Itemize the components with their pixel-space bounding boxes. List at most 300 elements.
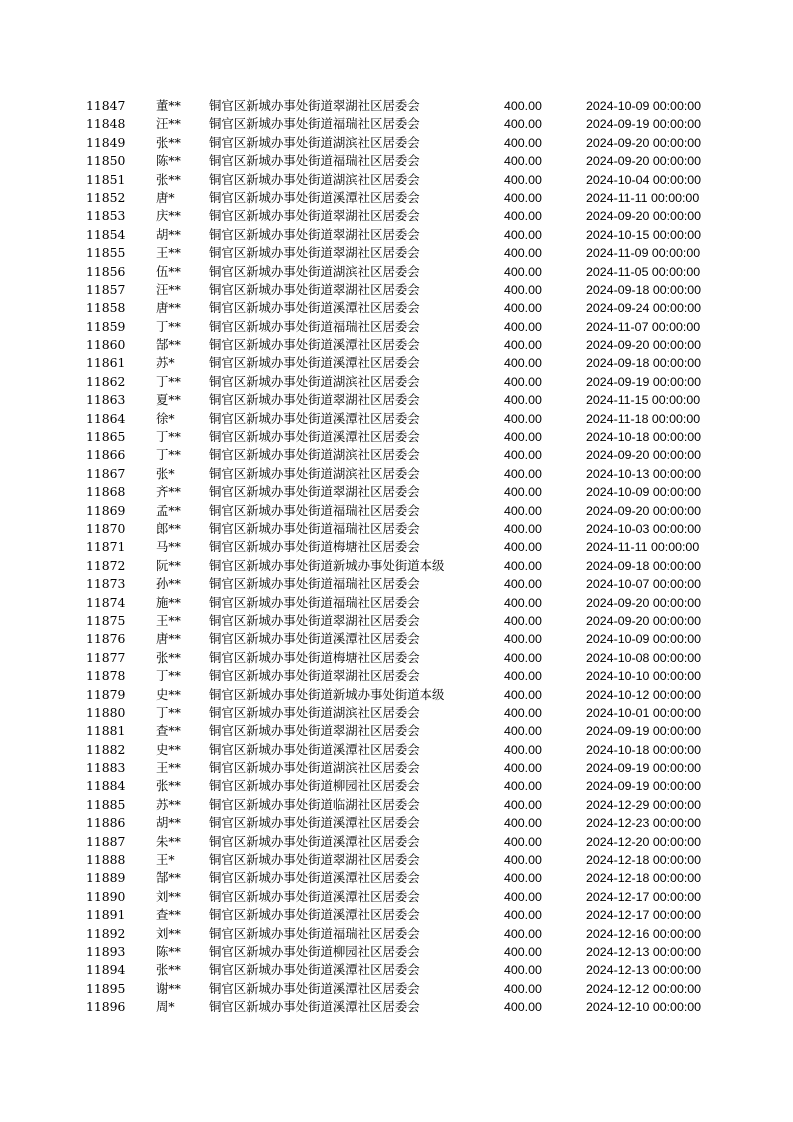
table-row	[0, 686, 793, 704]
person-name: 周*	[156, 999, 175, 1015]
row-id: 11861	[86, 355, 126, 371]
datetime: 2024-09-19 00:00:00	[586, 724, 702, 739]
datetime: 2024-10-04 00:00:00	[586, 172, 702, 187]
organization: 铜官区新城办事处街道翠湖社区居委会	[209, 226, 420, 242]
organization: 铜官区新城办事处街道福瑞社区居委会	[209, 153, 420, 169]
datetime: 2024-12-17 00:00:00	[586, 889, 702, 904]
row-id: 11856	[86, 263, 126, 279]
organization: 铜官区新城办事处街道溪潭社区居委会	[209, 815, 420, 831]
organization: 铜官区新城办事处街道溪潭社区居委会	[209, 355, 420, 371]
row-id: 11857	[86, 281, 126, 297]
table-row	[0, 575, 793, 593]
row-id: 11885	[86, 796, 126, 812]
table-row	[0, 961, 793, 979]
table-row	[0, 446, 793, 464]
row-id: 11865	[86, 429, 126, 445]
datetime: 2024-12-17 00:00:00	[586, 908, 702, 923]
row-id: 11893	[86, 943, 126, 959]
amount: 400.00	[504, 816, 542, 831]
table-row	[0, 833, 793, 851]
person-name: 苏*	[156, 355, 175, 371]
table-row	[0, 207, 793, 225]
row-id: 11891	[86, 907, 126, 923]
table-row	[0, 906, 793, 924]
organization: 铜官区新城办事处街道湖滨社区居委会	[209, 171, 420, 187]
table-row	[0, 612, 793, 630]
datetime: 2024-09-20 00:00:00	[586, 209, 702, 224]
table-row	[0, 759, 793, 777]
datetime: 2024-10-18 00:00:00	[586, 430, 702, 445]
datetime: 2024-12-20 00:00:00	[586, 834, 702, 849]
person-name: 夏**	[156, 392, 181, 408]
amount: 400.00	[504, 246, 542, 261]
row-id: 11878	[86, 668, 126, 684]
organization: 铜官区新城办事处街道溪潭社区居委会	[209, 410, 420, 426]
row-id: 11850	[86, 153, 126, 169]
row-id: 11855	[86, 245, 126, 261]
amount: 400.00	[504, 338, 542, 353]
person-name: 齐**	[156, 484, 181, 500]
table-row	[0, 851, 793, 869]
person-name: 阮**	[156, 557, 181, 573]
person-name: 董**	[156, 98, 181, 113]
amount: 400.00	[504, 172, 542, 187]
datetime: 2024-09-19 00:00:00	[586, 779, 702, 794]
table-row	[0, 483, 793, 501]
organization: 铜官区新城办事处街道湖滨社区居委会	[209, 704, 420, 720]
table-row	[0, 97, 793, 115]
row-id: 11895	[86, 980, 126, 996]
organization: 铜官区新城办事处街道湖滨社区居委会	[209, 134, 420, 150]
data-table	[0, 97, 793, 1017]
organization: 铜官区新城办事处街道翠湖社区居委会	[209, 98, 420, 113]
organization: 铜官区新城办事处街道溪潭社区居委会	[209, 999, 420, 1015]
person-name: 刘**	[156, 888, 181, 904]
person-name: 施**	[156, 594, 181, 610]
person-name: 胡**	[156, 226, 181, 242]
row-id: 11889	[86, 870, 126, 886]
person-name: 史**	[156, 686, 181, 702]
row-id: 11880	[86, 704, 126, 720]
row-id: 11870	[86, 520, 126, 536]
row-id: 11852	[86, 189, 126, 205]
table-row	[0, 318, 793, 336]
amount: 400.00	[504, 944, 542, 959]
amount: 400.00	[504, 190, 542, 205]
person-name: 郜**	[156, 337, 181, 353]
amount: 400.00	[504, 227, 542, 242]
person-name: 陈**	[156, 153, 181, 169]
organization: 铜官区新城办事处街道溪潭社区居委会	[209, 337, 420, 353]
datetime: 2024-10-09 00:00:00	[586, 485, 702, 500]
organization: 铜官区新城办事处街道梅塘社区居委会	[209, 539, 420, 555]
datetime: 2024-10-09 00:00:00	[586, 632, 702, 647]
datetime: 2024-12-13 00:00:00	[586, 963, 702, 978]
row-id: 11860	[86, 337, 126, 353]
row-id: 11853	[86, 208, 126, 224]
person-name: 丁**	[156, 704, 181, 720]
table-row	[0, 171, 793, 189]
organization: 铜官区新城办事处街道梅塘社区居委会	[209, 649, 420, 665]
person-name: 唐**	[156, 631, 181, 647]
row-id: 11849	[86, 134, 126, 150]
row-id: 11892	[86, 925, 126, 941]
row-id: 11848	[86, 116, 126, 132]
table-row	[0, 391, 793, 409]
organization: 铜官区新城办事处街道福瑞社区居委会	[209, 520, 420, 536]
table-row	[0, 741, 793, 759]
table-row	[0, 538, 793, 556]
amount: 400.00	[504, 908, 542, 923]
amount: 400.00	[504, 319, 542, 334]
amount: 400.00	[504, 779, 542, 794]
datetime: 2024-10-10 00:00:00	[586, 669, 702, 684]
organization: 铜官区新城办事处街道柳园社区居委会	[209, 943, 420, 959]
amount: 400.00	[504, 117, 542, 132]
row-id: 11866	[86, 447, 126, 463]
row-id: 11858	[86, 300, 126, 316]
amount: 400.00	[504, 871, 542, 886]
datetime: 2024-12-23 00:00:00	[586, 816, 702, 831]
person-name: 唐**	[156, 300, 181, 316]
organization: 铜官区新城办事处街道新城办事处街道本级	[209, 557, 445, 573]
amount: 400.00	[504, 485, 542, 500]
person-name: 张**	[156, 649, 181, 665]
organization: 铜官区新城办事处街道翠湖社区居委会	[209, 484, 420, 500]
row-id: 11894	[86, 962, 126, 978]
organization: 铜官区新城办事处街道翠湖社区居委会	[209, 668, 420, 684]
table-row	[0, 189, 793, 207]
organization: 铜官区新城办事处街道溪潭社区居委会	[209, 962, 420, 978]
amount: 400.00	[504, 595, 542, 610]
amount: 400.00	[504, 209, 542, 224]
table-row	[0, 667, 793, 685]
table-row	[0, 649, 793, 667]
person-name: 徐*	[156, 410, 175, 426]
datetime: 2024-09-19 00:00:00	[586, 117, 702, 132]
datetime: 2024-10-13 00:00:00	[586, 466, 702, 481]
amount: 400.00	[504, 632, 542, 647]
organization: 铜官区新城办事处街道临湖社区居委会	[209, 796, 420, 812]
person-name: 孟**	[156, 502, 181, 518]
person-name: 张**	[156, 962, 181, 978]
person-name: 刘**	[156, 925, 181, 941]
row-id: 11854	[86, 226, 126, 242]
row-id: 11884	[86, 778, 126, 794]
person-name: 陈**	[156, 943, 181, 959]
row-id: 11847	[86, 98, 126, 113]
row-id: 11873	[86, 576, 126, 592]
datetime: 2024-11-11 00:00:00	[586, 540, 700, 555]
table-row	[0, 888, 793, 906]
amount: 400.00	[504, 466, 542, 481]
row-id: 11879	[86, 686, 126, 702]
organization: 铜官区新城办事处街道溪潭社区居委会	[209, 189, 420, 205]
row-id: 11862	[86, 373, 126, 389]
datetime: 2024-10-12 00:00:00	[586, 687, 702, 702]
person-name: 查**	[156, 907, 181, 923]
row-id: 11886	[86, 815, 126, 831]
datetime: 2024-09-24 00:00:00	[586, 301, 702, 316]
person-name: 史**	[156, 741, 181, 757]
organization: 铜官区新城办事处街道翠湖社区居委会	[209, 392, 420, 408]
table-row	[0, 943, 793, 961]
row-id: 11868	[86, 484, 126, 500]
organization: 铜官区新城办事处街道溪潭社区居委会	[209, 300, 420, 316]
amount: 400.00	[504, 926, 542, 941]
organization: 铜官区新城办事处街道福瑞社区居委会	[209, 576, 420, 592]
amount: 400.00	[504, 853, 542, 868]
person-name: 王**	[156, 760, 181, 776]
datetime: 2024-12-13 00:00:00	[586, 944, 702, 959]
datetime: 2024-09-18 00:00:00	[586, 356, 702, 371]
person-name: 马**	[156, 539, 181, 555]
person-name: 汪**	[156, 116, 181, 132]
datetime: 2024-11-11 00:00:00	[586, 190, 700, 205]
organization: 铜官区新城办事处街道湖滨社区居委会	[209, 465, 420, 481]
amount: 400.00	[504, 577, 542, 592]
person-name: 孙**	[156, 576, 181, 592]
amount: 400.00	[504, 1000, 542, 1015]
amount: 400.00	[504, 834, 542, 849]
row-id: 11864	[86, 410, 126, 426]
organization: 铜官区新城办事处街道溪潭社区居委会	[209, 429, 420, 445]
table-row	[0, 281, 793, 299]
amount: 400.00	[504, 687, 542, 702]
person-name: 张*	[156, 465, 175, 481]
organization: 铜官区新城办事处街道溪潭社区居委会	[209, 888, 420, 904]
table-row	[0, 814, 793, 832]
datetime: 2024-10-03 00:00:00	[586, 521, 702, 536]
person-name: 查**	[156, 723, 181, 739]
datetime: 2024-11-05 00:00:00	[586, 264, 701, 279]
datetime: 2024-10-07 00:00:00	[586, 577, 702, 592]
organization: 铜官区新城办事处街道翠湖社区居委会	[209, 852, 420, 868]
organization: 铜官区新城办事处街道翠湖社区居委会	[209, 281, 420, 297]
datetime: 2024-09-19 00:00:00	[586, 374, 702, 389]
row-id: 11890	[86, 888, 126, 904]
amount: 400.00	[504, 264, 542, 279]
amount: 400.00	[504, 705, 542, 720]
organization: 铜官区新城办事处街道溪潭社区居委会	[209, 907, 420, 923]
organization: 铜官区新城办事处街道翠湖社区居委会	[209, 245, 420, 261]
amount: 400.00	[504, 301, 542, 316]
person-name: 汪**	[156, 281, 181, 297]
datetime: 2024-09-20 00:00:00	[586, 448, 702, 463]
datetime: 2024-09-18 00:00:00	[586, 282, 702, 297]
table-row	[0, 410, 793, 428]
organization: 铜官区新城办事处街道新城办事处街道本级	[209, 686, 445, 702]
row-id: 11874	[86, 594, 126, 610]
amount: 400.00	[504, 797, 542, 812]
amount: 400.00	[504, 558, 542, 573]
person-name: 张**	[156, 778, 181, 794]
row-id: 11888	[86, 852, 126, 868]
person-name: 丁**	[156, 668, 181, 684]
table-row	[0, 594, 793, 612]
person-name: 丁**	[156, 318, 181, 334]
row-id: 11871	[86, 539, 126, 555]
amount: 400.00	[504, 889, 542, 904]
row-id: 11881	[86, 723, 126, 739]
datetime: 2024-12-12 00:00:00	[586, 981, 702, 996]
amount: 400.00	[504, 448, 542, 463]
person-name: 朱**	[156, 833, 181, 849]
row-id: 11859	[86, 318, 126, 334]
amount: 400.00	[504, 393, 542, 408]
organization: 铜官区新城办事处街道湖滨社区居委会	[209, 373, 420, 389]
datetime: 2024-10-15 00:00:00	[586, 227, 702, 242]
table-row	[0, 152, 793, 170]
table-row	[0, 998, 793, 1016]
row-id: 11875	[86, 612, 126, 628]
datetime: 2024-09-20 00:00:00	[586, 135, 702, 150]
row-id: 11863	[86, 392, 126, 408]
table-row	[0, 557, 793, 575]
amount: 400.00	[504, 650, 542, 665]
datetime: 2024-10-01 00:00:00	[586, 705, 702, 720]
person-name: 郎**	[156, 520, 181, 536]
person-name: 王**	[156, 612, 181, 628]
table-row	[0, 796, 793, 814]
person-name: 张**	[156, 171, 181, 187]
datetime: 2024-09-18 00:00:00	[586, 558, 702, 573]
datetime: 2024-12-18 00:00:00	[586, 871, 702, 886]
table-row	[0, 869, 793, 887]
amount: 400.00	[504, 154, 542, 169]
datetime: 2024-12-29 00:00:00	[586, 797, 702, 812]
table-row	[0, 373, 793, 391]
amount: 400.00	[504, 540, 542, 555]
row-id: 11872	[86, 557, 126, 573]
row-id: 11876	[86, 631, 126, 647]
organization: 铜官区新城办事处街道福瑞社区居委会	[209, 502, 420, 518]
datetime: 2024-11-18 00:00:00	[586, 411, 701, 426]
datetime: 2024-11-09 00:00:00	[586, 246, 701, 261]
amount: 400.00	[504, 963, 542, 978]
organization: 铜官区新城办事处街道溪潭社区居委会	[209, 980, 420, 996]
amount: 400.00	[504, 411, 542, 426]
person-name: 郜**	[156, 870, 181, 886]
person-name: 丁**	[156, 373, 181, 389]
organization: 铜官区新城办事处街道福瑞社区居委会	[209, 594, 420, 610]
person-name: 丁**	[156, 447, 181, 463]
amount: 400.00	[504, 724, 542, 739]
row-id: 11867	[86, 465, 126, 481]
table-row	[0, 465, 793, 483]
amount: 400.00	[504, 135, 542, 150]
amount: 400.00	[504, 282, 542, 297]
person-name: 唐*	[156, 189, 175, 205]
amount: 400.00	[504, 669, 542, 684]
table-row	[0, 630, 793, 648]
person-name: 王**	[156, 245, 181, 261]
table-row	[0, 722, 793, 740]
amount: 400.00	[504, 761, 542, 776]
datetime: 2024-12-16 00:00:00	[586, 926, 702, 941]
table-row	[0, 502, 793, 520]
table-row	[0, 244, 793, 262]
row-id: 11877	[86, 649, 126, 665]
row-id: 11882	[86, 741, 126, 757]
organization: 铜官区新城办事处街道翠湖社区居委会	[209, 208, 420, 224]
person-name: 胡**	[156, 815, 181, 831]
datetime: 2024-10-18 00:00:00	[586, 742, 702, 757]
datetime: 2024-09-20 00:00:00	[586, 154, 702, 169]
table-row	[0, 299, 793, 317]
table-row	[0, 980, 793, 998]
table-row	[0, 777, 793, 795]
datetime: 2024-12-18 00:00:00	[586, 853, 702, 868]
organization: 铜官区新城办事处街道福瑞社区居委会	[209, 925, 420, 941]
datetime: 2024-09-20 00:00:00	[586, 338, 702, 353]
person-name: 张**	[156, 134, 181, 150]
amount: 400.00	[504, 430, 542, 445]
datetime: 2024-09-20 00:00:00	[586, 595, 702, 610]
organization: 铜官区新城办事处街道湖滨社区居委会	[209, 447, 420, 463]
row-id: 11887	[86, 833, 126, 849]
table-row	[0, 925, 793, 943]
datetime: 2024-09-20 00:00:00	[586, 613, 702, 628]
datetime: 2024-09-20 00:00:00	[586, 503, 702, 518]
amount: 400.00	[504, 981, 542, 996]
row-id: 11883	[86, 760, 126, 776]
organization: 铜官区新城办事处街道翠湖社区居委会	[209, 723, 420, 739]
table-row	[0, 704, 793, 722]
organization: 铜官区新城办事处街道溪潭社区居委会	[209, 833, 420, 849]
amount: 400.00	[504, 503, 542, 518]
organization: 铜官区新城办事处街道湖滨社区居委会	[209, 760, 420, 776]
organization: 铜官区新城办事处街道溪潭社区居委会	[209, 741, 420, 757]
row-id: 11869	[86, 502, 126, 518]
person-name: 苏**	[156, 796, 181, 812]
datetime: 2024-09-19 00:00:00	[586, 761, 702, 776]
table-row	[0, 336, 793, 354]
datetime: 2024-11-15 00:00:00	[586, 393, 701, 408]
organization: 铜官区新城办事处街道翠湖社区居委会	[209, 612, 420, 628]
person-name: 丁**	[156, 429, 181, 445]
person-name: 庆**	[156, 208, 181, 224]
table-row	[0, 354, 793, 372]
person-name: 谢**	[156, 980, 181, 996]
organization: 铜官区新城办事处街道溪潭社区居委会	[209, 870, 420, 886]
datetime: 2024-10-09 00:00:00	[586, 99, 702, 113]
row-id: 11851	[86, 171, 126, 187]
table-row	[0, 520, 793, 538]
person-name: 伍**	[156, 263, 181, 279]
amount: 400.00	[504, 356, 542, 371]
datetime: 2024-10-08 00:00:00	[586, 650, 702, 665]
row-id: 11896	[86, 999, 126, 1015]
datetime: 2024-12-10 00:00:00	[586, 1000, 702, 1015]
table-row	[0, 115, 793, 133]
amount: 400.00	[504, 374, 542, 389]
amount: 400.00	[504, 99, 542, 113]
datetime: 2024-11-07 00:00:00	[586, 319, 701, 334]
amount: 400.00	[504, 742, 542, 757]
organization: 铜官区新城办事处街道湖滨社区居委会	[209, 263, 420, 279]
person-name: 王*	[156, 852, 175, 868]
amount: 400.00	[504, 613, 542, 628]
organization: 铜官区新城办事处街道溪潭社区居委会	[209, 631, 420, 647]
organization: 铜官区新城办事处街道福瑞社区居委会	[209, 116, 420, 132]
table-row	[0, 263, 793, 281]
table-row	[0, 226, 793, 244]
table-row	[0, 428, 793, 446]
table-row	[0, 134, 793, 152]
organization: 铜官区新城办事处街道柳园社区居委会	[209, 778, 420, 794]
amount: 400.00	[504, 521, 542, 536]
